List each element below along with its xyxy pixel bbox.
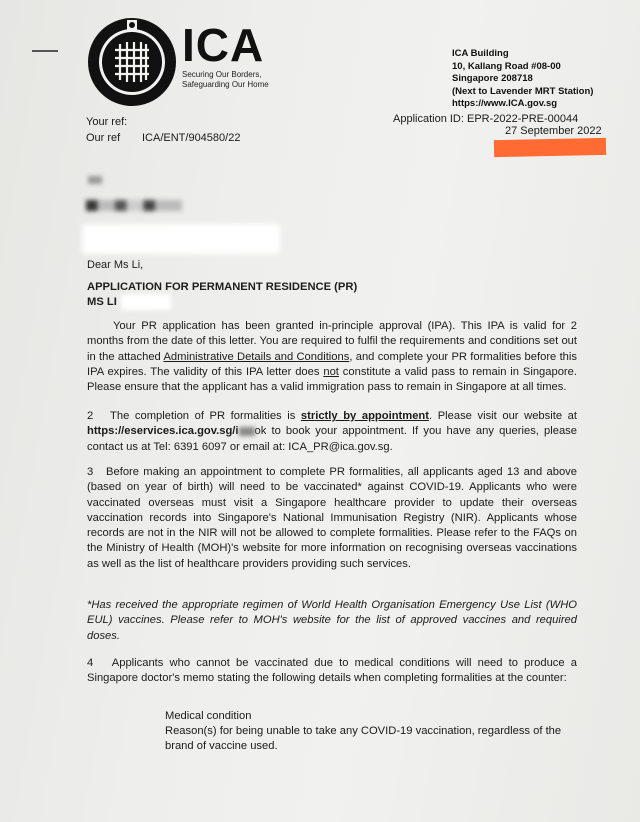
reference-block: [86, 114, 240, 146]
paragraph-4: 4 Applicants who cannot be vaccinated due to medical conditions will need to produce a Singapore doctor's memo stating the following details when completing formalities at the counter:: [87, 657, 577, 685]
memo-details: [165, 709, 585, 754]
paragraph-3: 3 Before making an appointment to complete PR formalities, all applicants aged 13 and above (based on year of birth) will need to be vaccinated* against COVID-19. Applicants who were vaccinated overseas must visit a Singapore healthcare provider to update their overseas vaccination records into Singapore's National Immunisation Registry (NIR). Applicants whose records are not in the NIR will not be allowed to complete formalities. Please refer to the FAQs on the Ministry of Health (MOH)'s website for more information on recognising overseas vaccinations as well as the list of healthcare providers providing such services.: [87, 466, 577, 570]
tagline: Securing Our Borders, Safeguarding Our Home: [182, 70, 269, 89]
our-ref-label: Our ref: [86, 132, 121, 144]
admin-details-link: Administrative Details and Conditions: [163, 350, 350, 363]
address-line: (Next to Lavender MRT Station): [452, 85, 594, 97]
sender-address: [452, 48, 593, 111]
brand-block: [182, 19, 302, 90]
memo-item: Medical condition: [165, 710, 252, 722]
redacted-line: [82, 224, 280, 254]
memo-item: Reason(s) for being unable to take any COVID-19 vaccination, regardless of the brand of vaccine used.: [165, 725, 562, 752]
address-line: ICA Building: [452, 48, 509, 59]
vaccination-footnote: *Has received the appropriate regimen of World Health Organisation Emergency Use List (WHO EUL) vaccines. Please refer to MOH's website for the list of approved vaccines and required doses.: [87, 599, 577, 642]
margin-mark: [32, 50, 58, 52]
letter-date: 27 September 2022: [505, 125, 602, 137]
redacted-url-part: [239, 427, 255, 436]
address-line: Singapore 208718: [452, 73, 533, 85]
appointment-emphasis: strictly by appointment: [300, 410, 429, 422]
brand-name: ICA: [182, 19, 265, 71]
eservices-url: https://eservices.ica.gov.sg/i: [87, 425, 239, 438]
our-ref-value: ICA/ENT/904580/22: [142, 132, 241, 144]
subject-line: APPLICATION FOR PERMANENT RESIDENCE (PR): [87, 281, 358, 293]
subject-name: MS LI: [87, 296, 117, 308]
application-id: Application ID: EPR-2022-PRE-00044: [393, 113, 579, 125]
address-line: 10, Kallang Road #08-00: [452, 60, 561, 72]
salutation: Dear Ms Li,: [87, 259, 144, 271]
ica-crest-logo: [86, 16, 178, 108]
redacted-name: [121, 294, 171, 310]
redacted-line: [86, 200, 182, 211]
highlight-mark: [494, 138, 606, 157]
paragraph-1: Your PR application has been granted in-principle approval (IPA). This IPA is valid for 2 months from the date of this letter. You are required to fulfil the requirements and conditions set out in the attached Administrative Details and Conditions, and complete your PR formalities before this IPA expires. The validity of this IPA letter does not constitute a valid pass to remain in Singapore. Please ensure that the applicant has a valid immigration pass to remain in Singapore at all times.: [87, 320, 577, 394]
address-website: https://www.ICA.gov.sg: [452, 98, 558, 110]
redacted-line: [88, 176, 102, 184]
paragraph-2: 2 The completion of PR formalities is strictly by appointment. Please visit our website at https://eservices.ica.gov.sg/i ok to book your appointment. If you have any queries, please contact us at Tel: 6391 6097 or email at: ICA_PR@ica.gov.sg.: [87, 410, 577, 453]
your-ref-label: Your ref:: [86, 116, 128, 128]
